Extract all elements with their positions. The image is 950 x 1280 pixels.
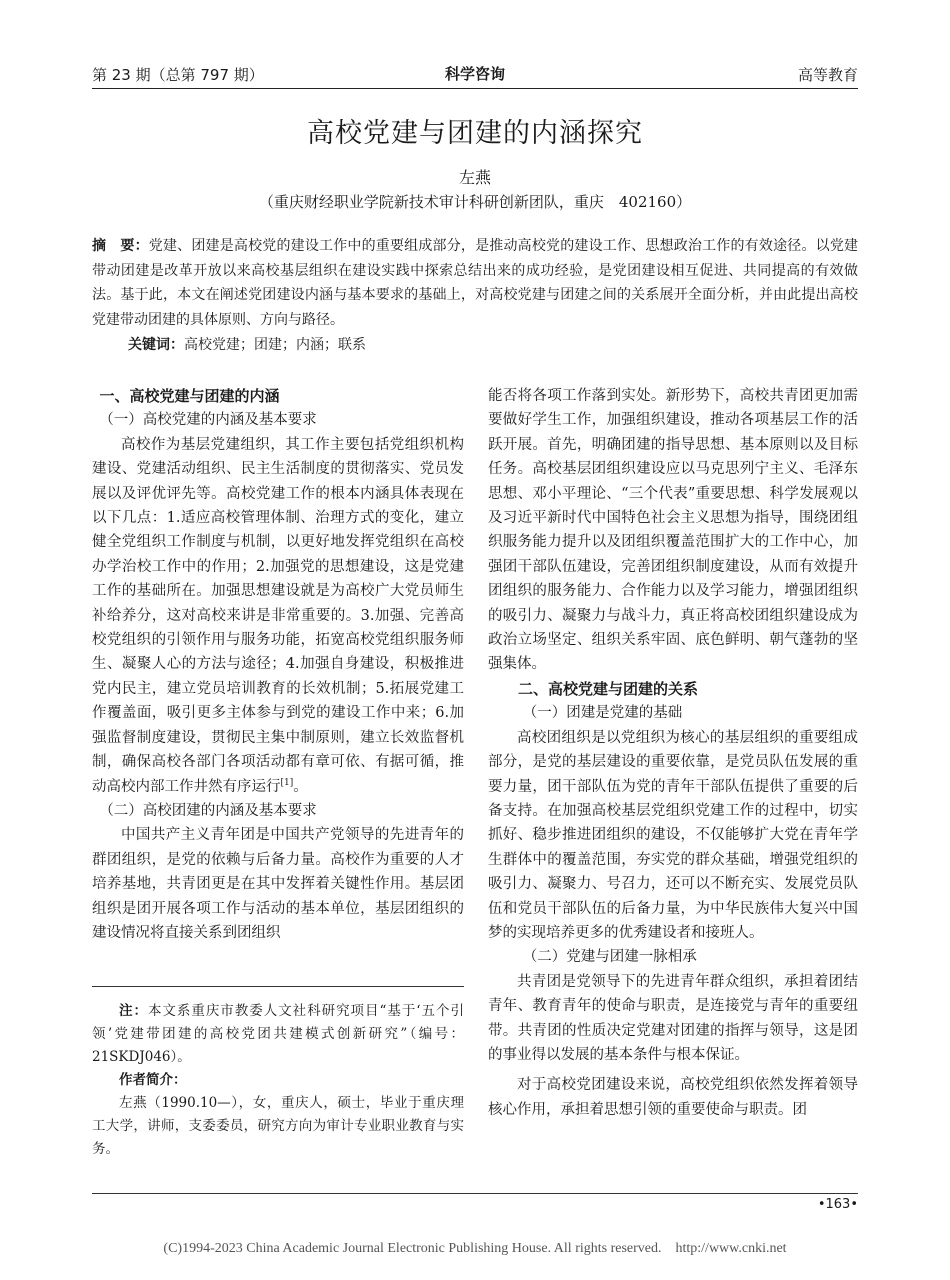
paragraph: 共青团是党领导下的先进青年群众组织，承担着团结青年、教育青年的使命与职责，是连接党与青年的重要纽带。共青团的性质决定党建对团建的指挥与领导，这是团的事业得以发展的基本条件与根本保证。 [488, 973, 858, 1063]
author-affiliation: （重庆财经职业学院新技术审计科研创新团队，重庆 402160） [258, 193, 692, 211]
abstract [92, 234, 858, 332]
citation-ref: [1] [280, 777, 294, 788]
paragraph: 高校作为基层党建组织，其工作主要包括党组织机构建设、党建活动组织、民主生活制度的贯彻落实、党员发展以及评优评先等。高校党建工作的根本内涵具体表现在以下几点：1.适应高校管理体制、治理方式的变化，建立健全党组织工作制度与机制，以更好地发挥党组织在高校办学治校工作中的作用；2.加强党的思想建设，这是党建工作的基础所在。加强思想建设就是为高校广大党员师生补给养分，这对高校来讲是非常重要的。3.加强、完善高校党组织的引领作用与服务功能，拓宽高校党组织服务师生、凝聚人心的方法与途径；4.加强自身建设，积极推进党内民主，建立党员培训教育的长效机制；5.拓展党建工作覆盖面，吸引更多主体参与到党的建设工作中来；6.加强监督制度建设，贯彻民主集中制原则，建立长效监督机制，确保高校各部门各项活动都有章可依、有据可循，推动高校内部工作井然有序运行[1]。 [92, 436, 464, 795]
issue-number: 第 23 期（总第 797 期） [92, 66, 264, 84]
fund-note-label: 注： [119, 1003, 148, 1019]
subsection-heading-2-2: （二）党建与团建一脉相承 [522, 949, 697, 966]
paragraph: 中国共产主义青年团是中国共产党领导的先进青年的群团组织，是党的依赖与后备力量。高校作为重要的人才培养基地，共青团更是在其中发挥着关键性作用。基层团组织是团开展各项工作与活动的基本单位，基层团组织的建设情况将直接关系到团组织 [92, 827, 464, 941]
footer-rule [92, 1193, 858, 1194]
keywords [128, 334, 366, 356]
footnotes [92, 1000, 464, 1161]
article-author: 左燕 [458, 168, 491, 187]
author-bio-label: 作者简介： [119, 1072, 187, 1088]
subsection-heading-1-2: （二）高校团建的内涵及基本要求 [99, 802, 317, 819]
header-rule [92, 88, 858, 89]
abstract-label: 摘 要： [92, 238, 149, 254]
keywords-label: 关键词： [128, 337, 184, 353]
page-number: •163• [817, 1197, 858, 1212]
subsection-heading-2-1: （一）团建是党建的基础 [522, 705, 683, 722]
keywords-text: 高校党建；团建；内涵；联系 [184, 337, 366, 353]
section-heading-1: 一、高校党建与团建的内涵 [99, 387, 280, 405]
fund-note-text: 本文系重庆市教委人文社科研究项目“基于‘五个引领’党建带团建的高校党团共建模式创新研究”（编号：21SKDJ046）。 [92, 1003, 465, 1065]
column-name: 高等教育 [797, 66, 858, 84]
paragraph: 对于高校党团建设来说，高校党组织依然发挥着领导核心作用，承担着思想引领的重要使命与职责。团 [488, 1077, 858, 1118]
subsection-heading-1-1: （一）高校党建的内涵及基本要求 [99, 412, 317, 429]
author-bio-label-line [92, 1069, 464, 1092]
paragraph: 能否将各项工作落到实处。新形势下，高校共青团更加需要做好学生工作，加强组织建设，推动各项基层工作的活跃开展。首先，明确团建的指导思想、基本原则以及目标任务。高校基层团组织建设应以马克思列宁主义、毛泽东思想、邓小平理论、“三个代表”重要思想、科学发展观以及习近平新时代中国特色社会主义思想为指导，围绕团组织服务能力提升以及团组织覆盖范围扩大的工作中心，加强团干部队伍建设，完善团组织制度建设，从而有效提升团组织的服务能力、合作能力以及学习能力，增强团组织的吸引力、凝聚力与战斗力，真正将高校团组织建设成为政治立场坚定、组织关系牢固、底色鲜明、朝气蓬勃的坚强集体。 [488, 388, 858, 673]
paragraph: 高校团组织是以党组织为核心的基层组织的重要组成部分，是党的基层建设的重要依靠，是党员队伍发展的重要力量，团干部队伍为党的青年干部队伍提供了重要的后备支持。在加强高校基层党组织党建工作的过程中，切实抓好、稳步推进团组织的建设，不仅能够扩大党在青年学生群体中的覆盖范围，夯实党的群众基础，增强党组织的吸引力、凝聚力、号召力，还可以不断充实、发展党员队伍和党员干部队伍的后备力量，为中华民族伟大复兴中国梦的实现培养更多的优秀建设者和接班人。 [488, 729, 858, 941]
copyright-notice: (C)1994-2023 China Academic Journal Electronic Publishing House. All rights reserved. http://www.cnki.net [163, 1241, 787, 1256]
article-title: 高校党建与团建的内涵探究 [307, 118, 643, 149]
abstract-text: 党建、团建是高校党的建设工作中的重要组成部分，是推动高校党的建设工作、思想政治工作的有效途径。以党建带动团建是改革开放以来高校基层组织在建设实践中探索总结出来的成功经验，是党团建设相互促进、共同提高的有效做法。基于此，本文在阐述党团建设内涵与基本要求的基础上，对高校党建与团建之间的关系展开全面分析，并由此提出高校党建带动团建的具体原则、方向与路径。 [92, 238, 859, 328]
journal-name: 科学咨询 [444, 65, 505, 83]
right-column [488, 384, 858, 1122]
fund-note [92, 1000, 464, 1069]
author-bio: 左燕（1990.10—），女，重庆人，硕士，毕业于重庆理工大学，讲师，支委委员，研究方向为审计专业职业教育与实务。 [92, 1095, 464, 1157]
left-column [92, 384, 464, 945]
footnote-rule [92, 986, 464, 987]
section-heading-2: 二、高校党建与团建的关系 [518, 679, 699, 698]
